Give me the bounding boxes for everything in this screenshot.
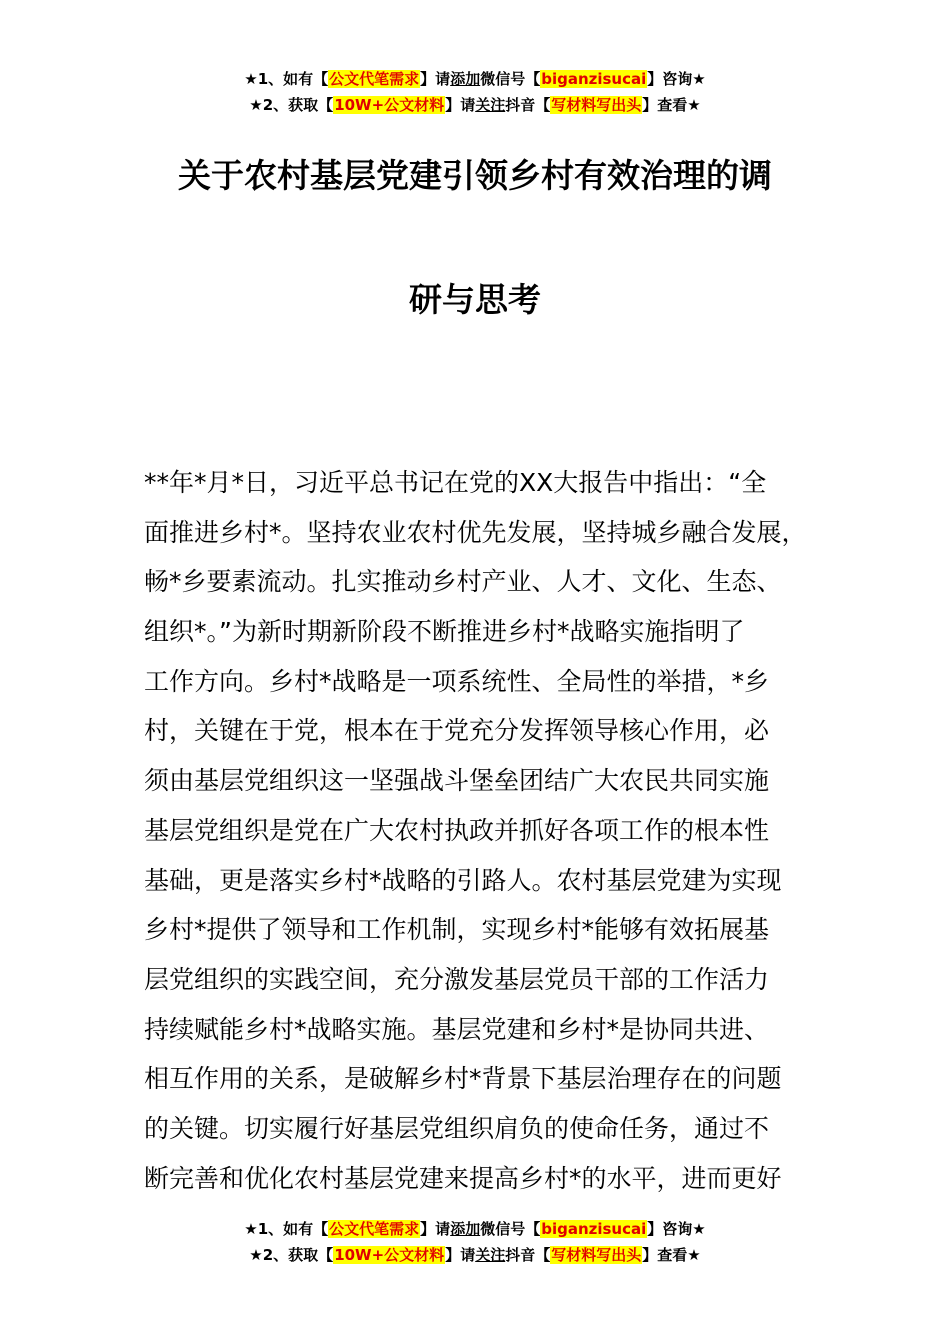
document-title-line-1: 关于农村基层党建引领乡村有效治理的调 <box>178 156 772 195</box>
banner-text: 】查看★ <box>642 1246 701 1264</box>
banner-underlined: 添加 <box>450 70 481 88</box>
banner-underlined: 添加 <box>450 1220 481 1238</box>
banner-line-1 <box>0 66 950 92</box>
highlight-wechat-id: biganzisucai <box>541 1220 647 1238</box>
body-line: 基础，更是落实乡村*战略的引路人。农村基层党建为实现 <box>144 865 782 895</box>
body-line: 层党组织的实践空间，充分激发基层党员干部的工作活力 <box>144 964 770 994</box>
header-banner <box>0 66 950 118</box>
banner-text: 抖音【 <box>505 96 551 114</box>
banner-text: 】查看★ <box>642 96 701 114</box>
banner-text: 】咨询★ <box>647 70 706 88</box>
banner-underlined: 关注 <box>475 96 506 114</box>
highlight-ghostwriting: 公文代笔需求 <box>329 1220 420 1238</box>
body-line: 持续赋能乡村*战略实施。基层党建和乡村*是协同共进、 <box>144 1014 770 1044</box>
body-line: 工作方向。乡村*战略是一项系统性、全局性的举措，*乡 <box>144 666 770 696</box>
banner-text: 】咨询★ <box>647 1220 706 1238</box>
banner-text: ★2、获取【 <box>249 1246 334 1264</box>
body-line: 面推进乡村*。坚持农业农村优先发展，坚持城乡融合发展， <box>144 517 807 547</box>
highlight-douyin-id: 写材料写出头 <box>551 96 642 114</box>
banner-text: 微信号【 <box>480 70 541 88</box>
banner-text: 抖音【 <box>505 1246 551 1264</box>
highlight-materials: 10W+公文材料 <box>334 1246 445 1264</box>
banner-underlined: 关注 <box>475 1246 506 1264</box>
banner-text: 】请 <box>445 1246 476 1264</box>
body-line: 畅*乡要素流动。扎实推动乡村产业、人才、文化、生态、 <box>144 567 782 597</box>
body-line: **年*月*日，习近平总书记在党的XX大报告中指出：“全 <box>144 468 767 497</box>
highlight-materials: 10W+公文材料 <box>334 96 445 114</box>
body-line: 组织*。”为新时期新阶段不断推进乡村*战略实施指明了 <box>144 617 745 647</box>
highlight-douyin-id: 写材料写出头 <box>551 1246 642 1264</box>
body-line: 村，关键在于党，根本在于党充分发挥领导核心作用，必 <box>144 716 770 746</box>
document-title-line-2: 研与思考 <box>409 280 541 319</box>
banner-line-1 <box>0 1216 950 1242</box>
banner-text: ★2、获取【 <box>249 96 334 114</box>
banner-text: 微信号【 <box>480 1220 541 1238</box>
banner-line-2 <box>0 92 950 118</box>
banner-line-2 <box>0 1242 950 1268</box>
banner-text: ★1、如有【 <box>244 1220 329 1238</box>
body-line: 断完善和优化农村基层党建来提高乡村*的水平，进而更好 <box>144 1163 782 1193</box>
banner-text: ★1、如有【 <box>244 70 329 88</box>
banner-text: 】请 <box>420 70 451 88</box>
footer-banner <box>0 1216 950 1268</box>
body-line: 乡村*提供了领导和工作机制，实现乡村*能够有效拓展基 <box>144 915 770 945</box>
highlight-wechat-id: biganzisucai <box>541 70 647 88</box>
highlight-ghostwriting: 公文代笔需求 <box>329 70 420 88</box>
banner-text: 】请 <box>445 96 476 114</box>
body-line: 相互作用的关系，是破解乡村*背景下基层治理存在的问题 <box>144 1064 782 1094</box>
body-line: 基层党组织是党在广大农村执政并抓好各项工作的根本性 <box>144 815 770 845</box>
banner-text: 】请 <box>420 1220 451 1238</box>
body-line: 的关键。切实履行好基层党组织肩负的使命任务，通过不 <box>144 1113 770 1143</box>
body-line: 须由基层党组织这一坚强战斗堡垒团结广大农民共同实施 <box>144 766 770 796</box>
body-paragraph <box>144 458 820 1203</box>
